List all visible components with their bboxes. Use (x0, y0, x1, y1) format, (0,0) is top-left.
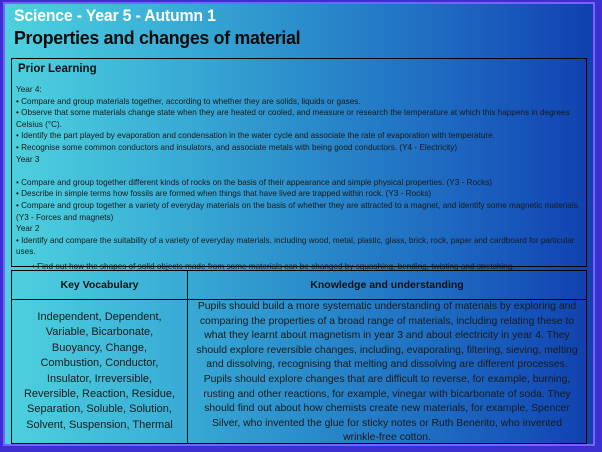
prior-learning-line: • Compare and group materials together, according to whether they are solids, liquids or gases. (16, 96, 361, 106)
prior-learning-line: • Describe in simple terms how fossils are formed when things that have lived are trapped within rock. (Y3 - Rocks) (16, 189, 432, 199)
prior-learning-heading: Prior Learning (18, 63, 97, 75)
vocabulary-cell (12, 300, 187, 443)
prior-learning-line: Year 4: (16, 85, 42, 94)
prior-learning-line: • Compare and group together different kinds of rocks on the basis of their appearance and simple physical properties. (Y3 - Rocks) (16, 177, 493, 187)
page-title: Properties and changes of material (14, 27, 301, 48)
vocabulary-knowledge-table (11, 270, 587, 444)
curriculum-overview-page (3, 2, 595, 446)
vocabulary-list: Independent, Dependent, Variable, Bicarbonate, Buoyancy, Change, Combustion, Conductor, Insulator, Irreversible, Reversible, Reaction, Residue, Separation, Soluble, Solution, Solvent, Suspension, Thermal (23, 310, 176, 431)
header-band (5, 4, 593, 51)
prior-learning-box (11, 58, 587, 271)
knowledge-column (188, 271, 586, 443)
knowledge-paragraph: Pupils should build a more systematic understanding of materials by exploring and comparing the properties of a broad range of materials, including relating these to what they learnt about magnetism in year 3 and about electricity in year 4. They should explore reversible changes, including, evaporating, filtering, sieving, melting and dissolving, recognising that melting and dissolving are different processes. Pupils should explore changes that are difficult to reverse, for example, burning, rusting and other reactions, for example, vinegar with bicarbonate of soda. They should find out about how chemists create new materials, for example, Spencer Silver, who invented the glue for sticky notes or Ruth Benerito, who invented wrinkle-free cotton. (196, 301, 578, 444)
prior-learning-line: • Identify and compare the suitability of a variety of everyday materials, including wood, metal, plastic, glass, brick, rock, paper and cardboard for particular uses. (16, 235, 575, 257)
knowledge-cell (188, 300, 586, 446)
page-subject-line: Science - Year 5 - Autumn 1 (14, 7, 216, 25)
prior-learning-line: • Compare and group together a variety of everyday materials on the basis of whether they are attracted to a magnet, and identify some magnetic materials. (Y3 - Forces and magnets) (16, 200, 581, 222)
prior-learning-line: • Identify the part played by evaporation and condensation in the water cycle and associate the rate of evaporation with temperature. (16, 131, 495, 141)
prior-learning-line: Year 3 (16, 154, 40, 164)
prior-learning-body (16, 84, 582, 273)
vocabulary-column (12, 271, 188, 443)
prior-learning-line: • Observe that some materials change state when they are heated or cooled, and measure or research the temperature at which this happens in degrees Celsius (°C). (16, 108, 570, 129)
prior-learning-line: Year 2 (16, 224, 40, 234)
vocabulary-column-header: Key Vocabulary (12, 271, 187, 300)
prior-learning-line: • Find out how the shapes of solid objects made from some materials can be changed by squashing, bending, twisting and stretching. (32, 261, 515, 271)
knowledge-column-header: Knowledge and understanding (188, 271, 586, 300)
prior-learning-line: • Recognise some common conductors and insulators, and associate metals with being good conductors. (Y4 - Electricity) (16, 142, 458, 152)
